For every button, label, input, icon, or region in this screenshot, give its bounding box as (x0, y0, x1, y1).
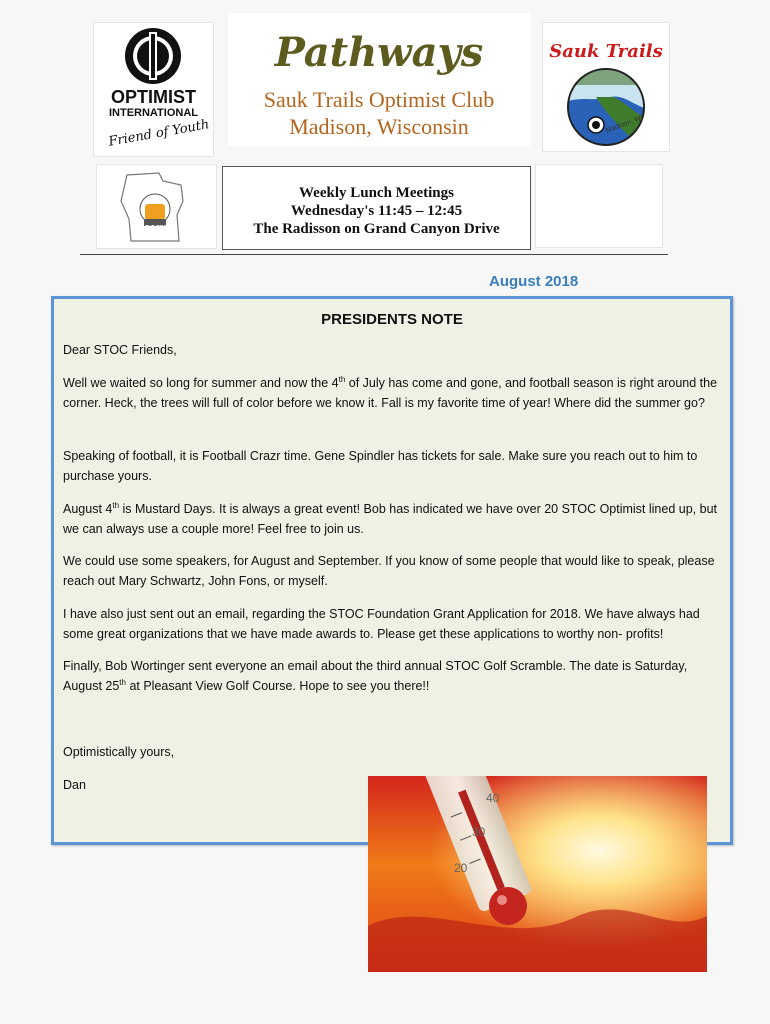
optimist-tagline: Friend of Youth (107, 117, 211, 150)
sauk-trails-seal-text: Madison, WI (604, 114, 644, 135)
paragraph-football: Speaking of football, it is Football Crazr time. Gene Spindler has tickets for sale. Make sure you reach out to him to purchase yours. (63, 449, 698, 483)
thermometer-number-20: 20 (454, 861, 468, 875)
club-location: Madison, Wisconsin (289, 114, 469, 139)
presidents-note-heading: PRESIDENTS NOTE (321, 311, 463, 328)
thermometer-sun-photo (368, 776, 707, 972)
presidents-note-panel (51, 296, 733, 845)
paragraph-mustard-days: August 4th is Mustard Days. It is always a great event! Bob has indicated we have over 20 STOC Optimist lined up, but we can always use a couple more! Feel free to join us. (63, 500, 717, 536)
optimist-intl-text: INTERNATIONAL (108, 107, 198, 119)
meeting-time: Wednesday's 11:45 – 12:45 (290, 203, 463, 219)
meeting-location: The Radisson on Grand Canyon Drive (253, 221, 500, 237)
wisconsin-map-icon (119, 171, 189, 245)
optimist-international-logo (93, 22, 214, 157)
greeting: Dear STOC Friends, (63, 343, 177, 357)
masthead (228, 13, 530, 146)
sauk-trails-emblem-icon (556, 63, 656, 147)
thermometer-number-40: 40 (486, 791, 500, 805)
closing: Optimistically yours, (63, 745, 175, 759)
signature: Dan (63, 778, 86, 792)
blank-image-frame (535, 164, 663, 248)
optimist-brand-text: OPTIMIST (111, 87, 196, 107)
header-divider (80, 254, 668, 255)
newsletter-title: Pathways (274, 29, 484, 76)
sauk-trails-logo-text: Sauk Trails (549, 41, 663, 62)
paragraph-golf: Finally, Bob Wortinger sent everyone an email about the third annual STOC Golf Scramble. The date is Saturday, August 25th at Pleasant View Golf Course. Hope to see you there!! (63, 659, 688, 693)
wisconsin-seal-text: THE BEST (145, 225, 170, 231)
wisconsin-district-logo (96, 164, 217, 249)
paragraph-grant: I have also just sent out an email, regarding the STOC Foundation Grant Application for 2018. We have always had some great organizations that we have made awards to. Please get these applications to worthy non- profits! (63, 607, 700, 641)
club-name: Sauk Trails Optimist Club (263, 87, 495, 112)
meeting-schedule-heading: Weekly Lunch Meetings (298, 185, 454, 201)
meeting-info-box (222, 166, 531, 250)
paragraph-speakers: We could use some speakers, for August and September. If you know of some people that would like to speak, please reach out Mary Schwartz, John Fons, or myself. (63, 554, 715, 588)
thermometer-number-30: 30 (472, 825, 486, 839)
sauk-trails-logo (542, 22, 670, 152)
issue-date: August 2018 (489, 273, 579, 290)
paragraph-summer: Well we waited so long for summer and now the 4th of July has come and gone, and football season is right around the corner. Heck, the trees will full of color before we know it. Fall is my favorite time of year! Where did the summer go? (63, 374, 718, 410)
